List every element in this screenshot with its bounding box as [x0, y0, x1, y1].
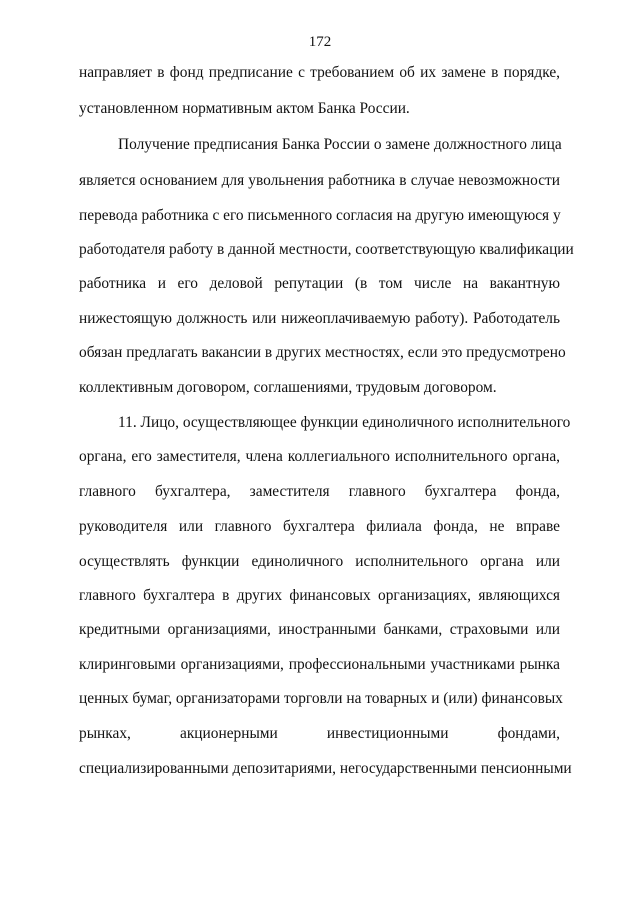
text-line: обязан предлагать вакансии в других местностях, если это предусмотрено — [79, 344, 566, 361]
text-line: главного бухгалтера в других финансовых организациях, являющихся — [79, 587, 560, 604]
text-line: работника и его деловой репутации (в том числе на вакантную — [79, 275, 560, 292]
text-line: перевода работника с его письменного согласия на другую имеющуюся у — [79, 207, 561, 224]
text-line: кредитными организациями, иностранными банками, страховыми или — [79, 621, 560, 638]
text-line: 11. Лицо, осуществляющее функции единоличного исполнительного — [118, 414, 571, 431]
text-line: главного бухгалтера, заместителя главного бухгалтера фонда, — [79, 483, 560, 500]
text-line: ценных бумаг, организаторами торговли на товарных и (или) финансовых — [79, 690, 563, 707]
text-line: нижестоящую должность или нижеоплачиваемую работу). Работодатель — [79, 310, 560, 327]
text-line: руководителя или главного бухгалтера филиала фонда, не вправе — [79, 518, 560, 535]
text-line: работодателя работу в данной местности, соответствующую квалификации — [79, 241, 574, 258]
text-line: осуществлять функции единоличного исполнительного органа или — [79, 553, 560, 570]
text-line: рынках, акционерными инвестиционными фондами, — [79, 725, 560, 742]
text-line: органа, его заместителя, члена коллегиального исполнительного органа, — [79, 448, 560, 465]
text-line: направляет в фонд предписание с требованием об их замене в порядке, — [79, 64, 560, 81]
text-line: установленном нормативным актом Банка России. — [79, 100, 410, 117]
text-line: является основанием для увольнения работника в случае невозможности — [79, 172, 560, 189]
text-line: клиринговыми организациями, профессиональными участниками рынка — [79, 656, 560, 673]
text-line: коллективным договором, соглашениями, трудовым договором. — [79, 379, 497, 396]
text-line: специализированными депозитариями, негосударственными пенсионными — [79, 760, 572, 777]
page-number: 172 — [308, 34, 332, 50]
text-line: Получение предписания Банка России о замене должностного лица — [118, 136, 562, 153]
